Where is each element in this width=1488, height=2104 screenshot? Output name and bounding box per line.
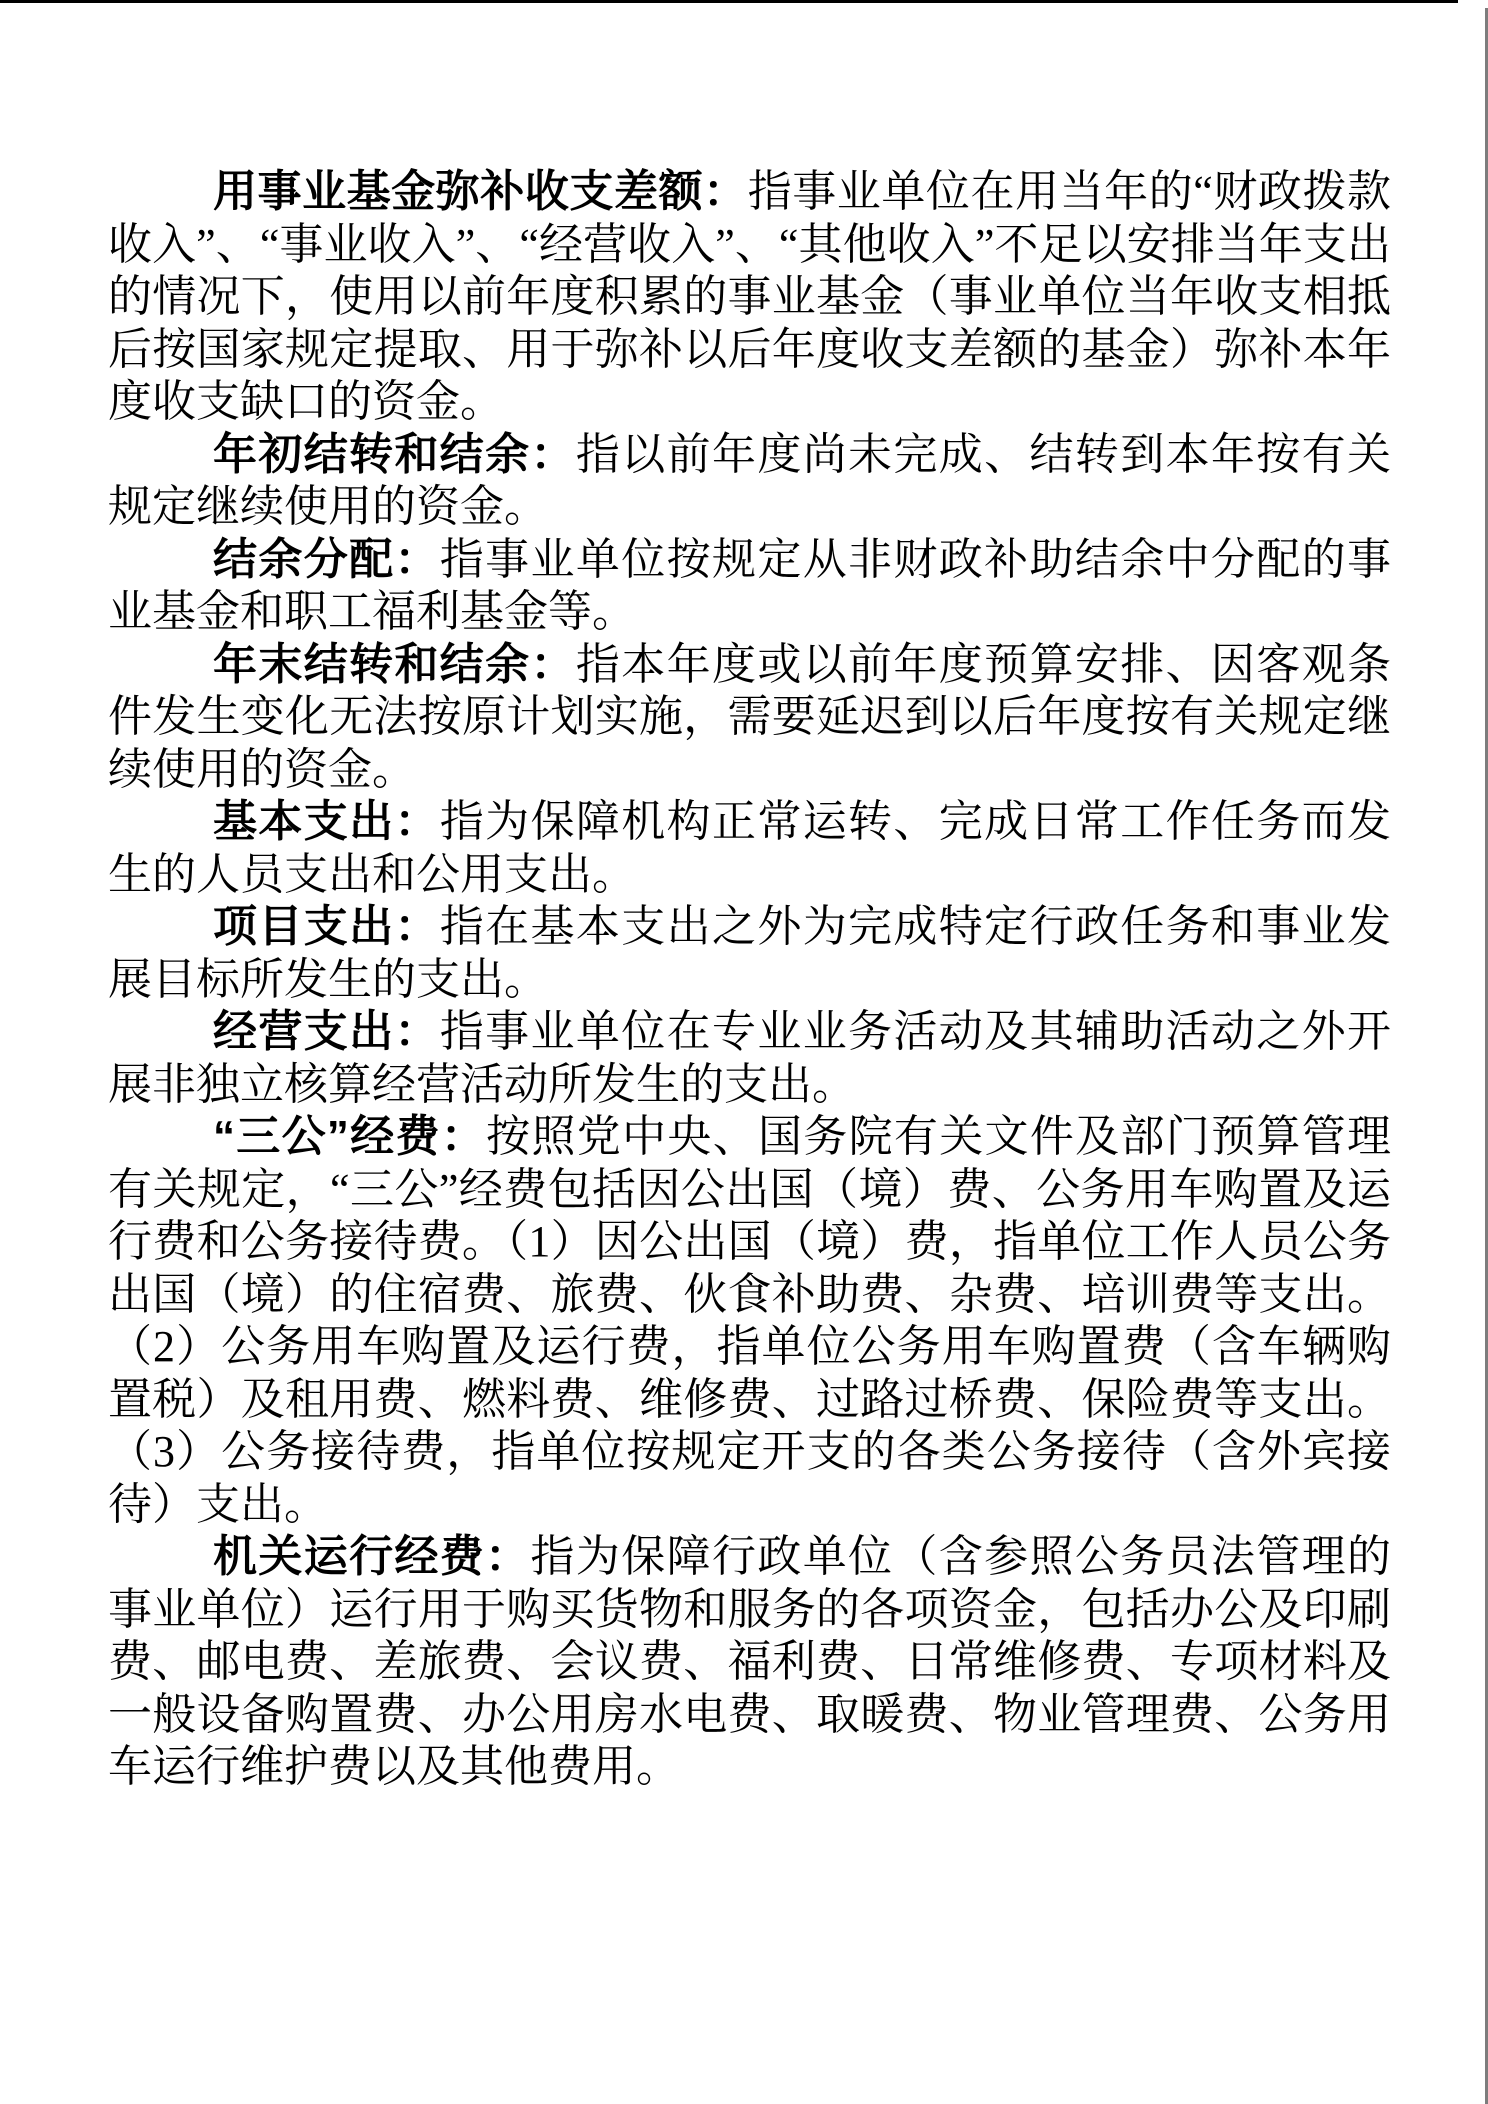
definition-paragraph	[108, 1006, 1391, 1111]
definition-body: 指事业单位在专业业务活动及其辅助活动之外开展非独立核算经营活动所发生的支出。	[108, 1007, 1392, 1109]
definition-paragraph	[108, 639, 1391, 797]
definition-body: 按照党中央、国务院有关文件及部门预算管理有关规定，“三公”经费包括因公出国（境）费、公务用车购置及运行费和公务接待费。（1）因公出国（境）费，指单位工作人员公务出国（境）的住宿费、旅费、伙食补助费、杂费、培训费等支出。（2）公务用车购置及运行费，指单位公务用车购置费（含车辆购置税）及租用费、燃料费、维修费、过路过桥费、保险费等支出。（3）公务接待费，指单位按规定开支的各类公务接待（含外宾接待）支出。	[108, 1112, 1392, 1529]
definition-term: 结余分配：	[213, 534, 440, 584]
definition-term: “三公”经费：	[213, 1112, 487, 1161]
definition-term: 年末结转和结余：	[213, 639, 576, 689]
definition-paragraph	[108, 166, 1391, 429]
definition-body: 指在基本支出之外为完成特定行政任务和事业发展目标所发生的支出。	[108, 902, 1392, 1004]
definition-paragraph	[108, 796, 1391, 901]
definition-body: 指为保障行政单位（含参照公务员法管理的事业单位）运行用于购买货物和服务的各项资金，包括办公及印刷费、邮电费、差旅费、会议费、福利费、日常维修费、专项材料及一般设备购置费、办公用房水电费、取暖费、物业管理费、公务用车运行维护费以及其他费用。	[108, 1532, 1392, 1791]
definition-body: 指事业单位按规定从非财政补助结余中分配的事业基金和职工福利基金等。	[108, 534, 1392, 636]
definition-paragraph	[108, 901, 1391, 1006]
definition-paragraph	[108, 534, 1391, 639]
definition-term: 用事业基金弥补收支差额：	[213, 167, 748, 216]
definition-body: 指事业单位在用当年的“财政拨款收入”、“事业收入”、“经营收入”、“其他收入”不足以安排当年支出的情况下，使用以前年度积累的事业基金（事业单位当年收支相抵后按国家规定提取、用于弥补以后年度收支差额的基金）弥补本年度收支缺口的资金。	[108, 167, 1392, 426]
page-top-rule	[0, 0, 1458, 3]
definition-term: 年初结转和结余：	[213, 429, 576, 479]
definition-term: 经营支出：	[213, 1007, 440, 1056]
definition-term: 项目支出：	[213, 902, 440, 951]
definition-body: 指为保障机构正常运转、完成日常工作任务而发生的人员支出和公用支出。	[108, 797, 1392, 899]
definition-paragraph	[108, 1111, 1391, 1531]
definition-term: 机关运行经费：	[213, 1532, 531, 1581]
definition-term: 基本支出：	[213, 797, 440, 846]
definition-body: 指以前年度尚未完成、结转到本年按有关规定继续使用的资金。	[108, 429, 1392, 531]
glossary-text-block	[108, 166, 1391, 1794]
definition-paragraph	[108, 1531, 1391, 1794]
definition-paragraph	[108, 429, 1391, 534]
definition-body: 指本年度或以前年度预算安排、因客观条件发生变化无法按原计划实施，需要延迟到以后年度按有关规定继续使用的资金。	[108, 639, 1392, 794]
